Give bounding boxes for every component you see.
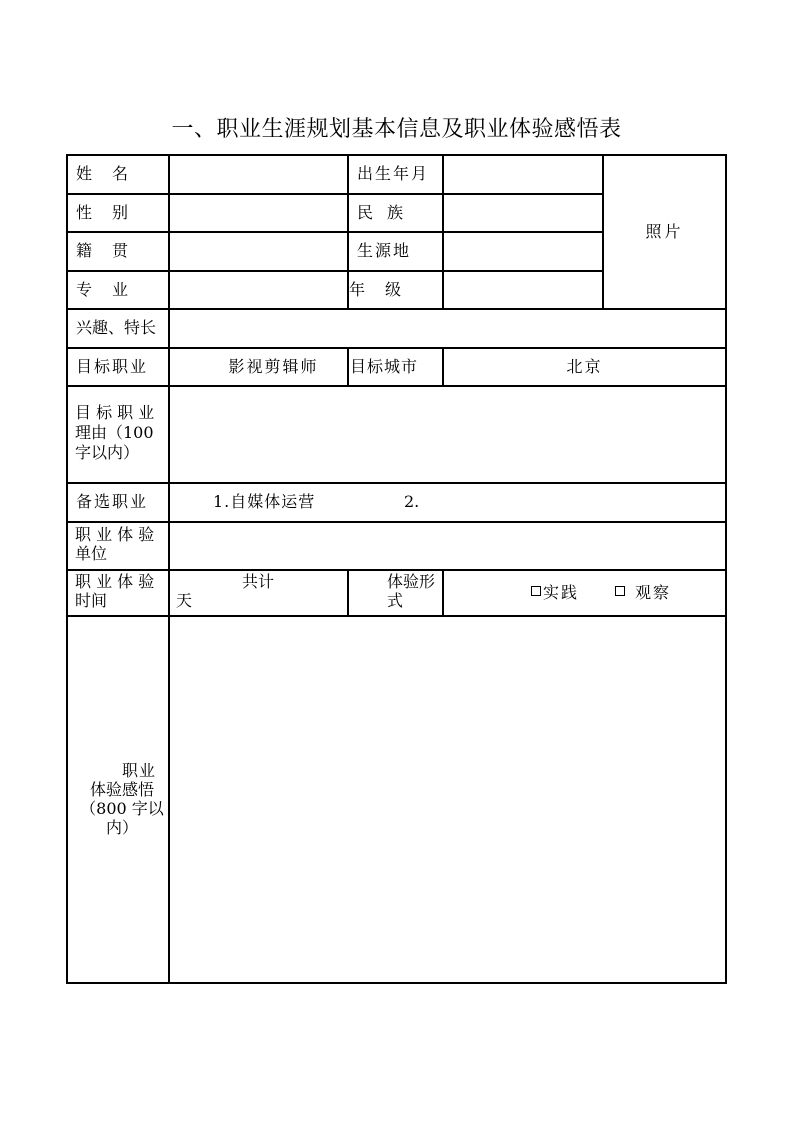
label-reflection-line-1: 职业 <box>121 761 156 780</box>
label-grade: 年级 <box>349 279 422 299</box>
photo-placeholder[interactable]: 照片 <box>645 222 684 241</box>
label-reason <box>75 403 167 473</box>
option-practice[interactable] <box>531 583 579 602</box>
col-divider <box>347 569 349 616</box>
alt-job-1-field[interactable]: 1.自媒体运营 <box>213 492 316 511</box>
label-native-place: 籍贯 <box>76 241 149 260</box>
label-birth: 出生年月 <box>357 164 430 183</box>
label-interests: 兴趣、特长 <box>76 318 157 337</box>
table-border <box>66 154 68 984</box>
grade-field[interactable] <box>444 271 601 308</box>
label-time-line-2: 时间 <box>75 591 108 610</box>
birth-field[interactable] <box>444 155 601 193</box>
reflection-field[interactable] <box>170 616 725 982</box>
time-total-label: 共计 <box>242 572 275 591</box>
ethnicity-field[interactable] <box>444 194 601 231</box>
major-field[interactable] <box>170 271 346 308</box>
label-target-city: 目标城市 <box>350 356 419 376</box>
label-form-line-2: 式 <box>387 591 404 610</box>
label-reflection-line-3: （800 字以 <box>80 799 164 818</box>
table-border <box>66 982 727 984</box>
checkbox-observe[interactable] <box>615 586 625 596</box>
native-place-field[interactable] <box>170 232 346 270</box>
label-form-line-1: 体验形 <box>387 572 436 591</box>
label-target-job: 目标职业 <box>76 356 149 376</box>
name-field[interactable] <box>170 155 346 193</box>
label-gender: 性别 <box>76 202 149 222</box>
col-divider <box>442 569 444 616</box>
label-time <box>75 572 167 616</box>
label-major: 专业 <box>76 279 149 299</box>
unit-field[interactable] <box>170 522 725 569</box>
label-ethnicity: 民族 <box>357 202 418 222</box>
label-reflection-line-4: 内） <box>105 818 138 837</box>
label-origin: 生源地 <box>357 241 412 260</box>
label-form <box>387 572 442 616</box>
label-name: 姓名 <box>76 164 149 183</box>
table-border <box>725 154 727 984</box>
reason-field[interactable] <box>170 386 725 482</box>
target-city-field[interactable]: 北京 <box>566 356 603 376</box>
option-practice-label: 实践 <box>543 582 580 602</box>
col-divider <box>347 347 349 386</box>
alt-job-2-field[interactable]: 2. <box>404 492 420 511</box>
label-time-line-1: 职 业 体 验 <box>75 572 155 591</box>
label-unit <box>75 525 167 569</box>
option-observe-label: 观察 <box>635 582 672 602</box>
time-field[interactable] <box>176 572 346 616</box>
gender-field[interactable] <box>170 194 346 231</box>
label-unit-line-2: 单位 <box>75 544 108 563</box>
label-unit-line-1: 职 业 体 验 <box>75 525 155 544</box>
origin-field[interactable] <box>444 232 601 270</box>
target-job-field[interactable]: 影视剪辑师 <box>228 356 319 376</box>
label-reason-line-2: 理由（100 <box>75 423 154 442</box>
option-observe[interactable] <box>615 583 671 602</box>
checkbox-practice[interactable] <box>531 586 541 596</box>
label-reason-line-1: 目 标 职 业 <box>75 403 155 422</box>
interests-field[interactable] <box>170 309 725 347</box>
label-alt-jobs: 备选职业 <box>76 492 149 511</box>
label-reason-line-3: 字以内） <box>75 443 140 462</box>
page-title: 一、职业生涯规划基本信息及职业体验感悟表 <box>171 117 622 142</box>
form-options <box>531 569 725 615</box>
label-reflection-line-2: 体验感悟 <box>89 780 154 799</box>
label-reflection <box>78 761 166 841</box>
time-unit-label: 天 <box>176 591 193 610</box>
